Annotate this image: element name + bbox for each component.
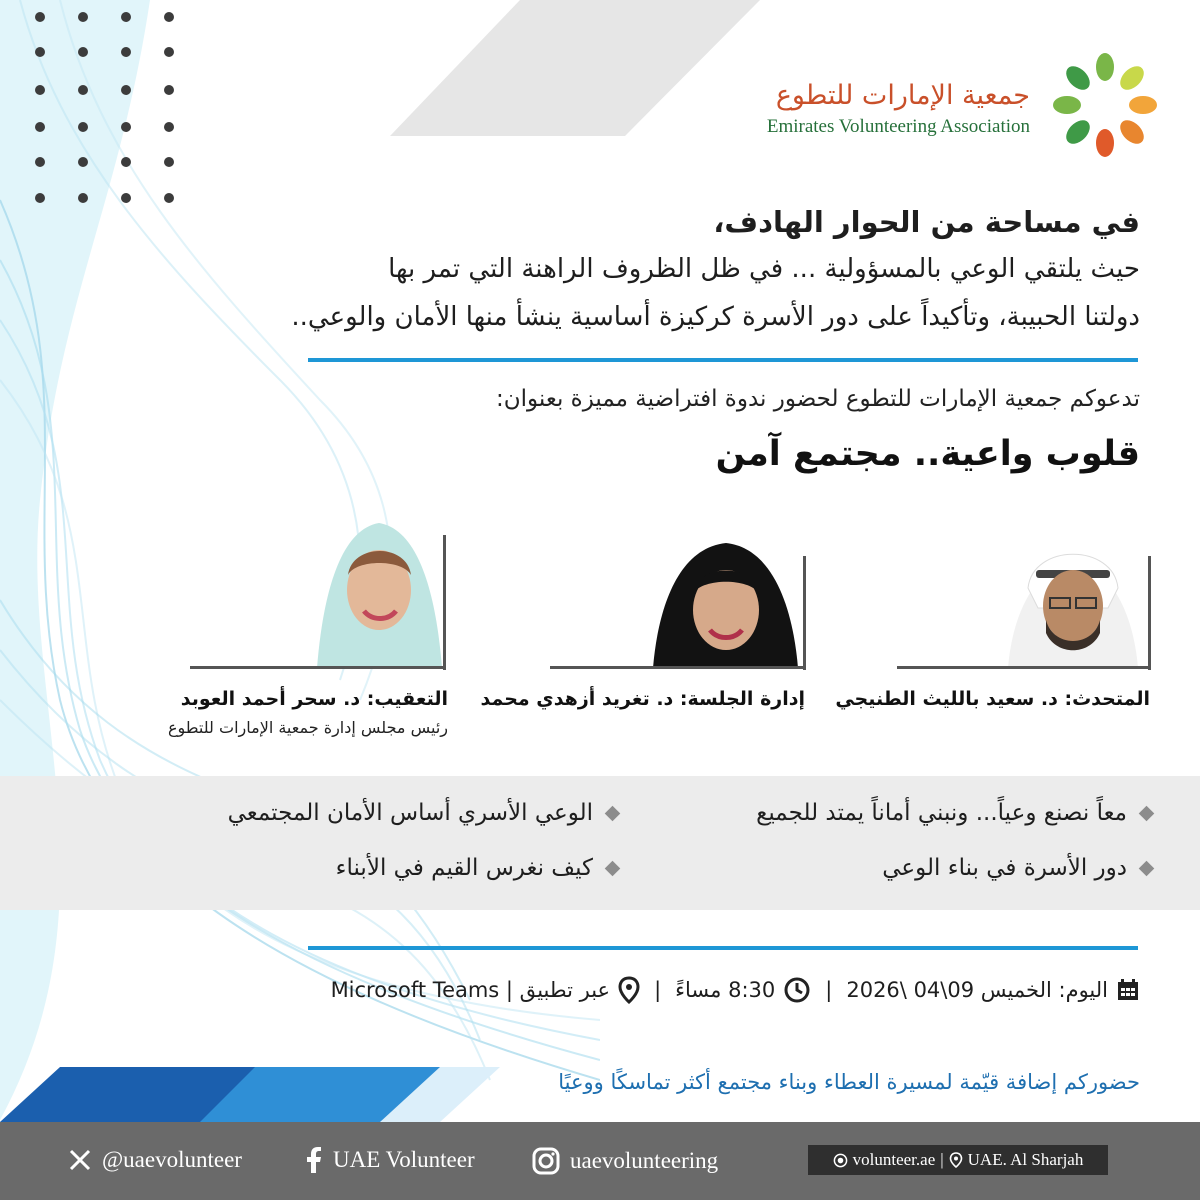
calendar-icon [1116,978,1140,1002]
globe-icon [833,1153,848,1168]
instagram-icon [532,1147,560,1175]
location-pin-icon [618,976,640,1004]
background-waves [0,0,600,1120]
topic-item [336,855,618,881]
speaker-role: المتحدث: د. سعيد بالليث الطنيجي [835,688,1150,710]
topic-text: معاً نصنع وعياً... ونبني أماناً يمتد للجميع [756,800,1127,826]
topic-text: دور الأسرة في بناء الوعي [882,855,1127,881]
diamond-bullet-icon [605,860,621,876]
logo-english-name: Emirates Volunteering Association [766,116,1030,137]
instagram-link[interactable] [532,1147,718,1175]
tagline: حضوركم إضافة قيّمة لمسيرة العطاء وبناء مجتمع أكثر تماسكًا ووعيًا [558,1070,1140,1094]
topic-item [756,800,1152,826]
speaker-photo [998,528,1148,668]
location-pin-icon [949,1152,963,1168]
topic-text: الوعي الأسري أساس الأمان المجتمعي [227,800,593,826]
invitation-text: تدعوكم جمعية الإمارات للتطوع لحضور ندوة افتراضية مميزة بعنوان: [496,386,1140,412]
diamond-bullet-icon [1139,805,1155,821]
decor-parallelogram [390,0,760,136]
facebook-icon [305,1147,323,1173]
diamond-bullet-icon [1139,860,1155,876]
divider [308,358,1138,362]
photo-frame [897,666,1151,669]
event-platform: عبر تطبيق | Microsoft Teams [330,978,611,1002]
event-date: اليوم: الخميس 09\04 \2026 [846,978,1108,1002]
association-logo-icon [1050,50,1160,160]
instagram-handle: uaevolunteering [570,1148,719,1173]
facebook-link[interactable] [305,1147,475,1173]
event-time: 8:30 مساءً [675,978,776,1002]
diamond-bullet-icon [605,805,621,821]
logo-arabic-name: جمعية الإمارات للتطوع [775,80,1030,111]
commentator-role: التعقيب: د. سحر أحمد العوبد [180,688,448,710]
topics-band [0,776,1200,910]
clock-icon [783,976,811,1004]
photo-frame [1148,556,1151,670]
commentator-title: رئيس مجلس إدارة جمعية الإمارات للتطوع [167,718,448,737]
commentator-photo [312,515,447,668]
photo-frame [550,666,806,669]
blue-banner-decor [0,1055,520,1122]
moderator-photo [648,538,803,668]
intro-line-3: دولتنا الحبيبة، وتأكيداً على دور الأسرة كركيزة أساسية ينشأ منها الأمان والوعي.. [291,302,1140,332]
moderator-role: إدارة الجلسة: د. تغريد أزهدي محمد [480,688,805,710]
intro-line-2: حيث يلتقي الوعي بالمسؤولية ... في ظل الظروف الراهنة التي تمر بها [388,254,1140,284]
topic-item [228,800,618,826]
separator: | [940,1150,944,1169]
separator: | [825,978,833,1002]
topic-item [882,855,1152,881]
photo-frame [190,666,446,669]
twitter-handle: @uaevolunteer [102,1147,242,1172]
location-text: UAE. Al Sharjah [967,1150,1084,1169]
photo-frame [803,556,806,670]
photo-frame [443,535,446,670]
intro-heading: في مساحة من الحوار الهادف، [713,205,1140,239]
separator: | [654,978,662,1002]
topic-text: كيف نغرس القيم في الأبناء [335,855,593,881]
divider [308,946,1138,950]
twitter-link[interactable] [68,1147,242,1173]
contact-box [808,1145,1108,1175]
website-link[interactable]: volunteer.ae [852,1150,936,1169]
x-logo-icon [68,1148,92,1172]
event-details [331,976,1140,1004]
event-title: قلوب واعية.. مجتمع آمن [715,434,1140,474]
facebook-name: UAE Volunteer [333,1147,475,1172]
